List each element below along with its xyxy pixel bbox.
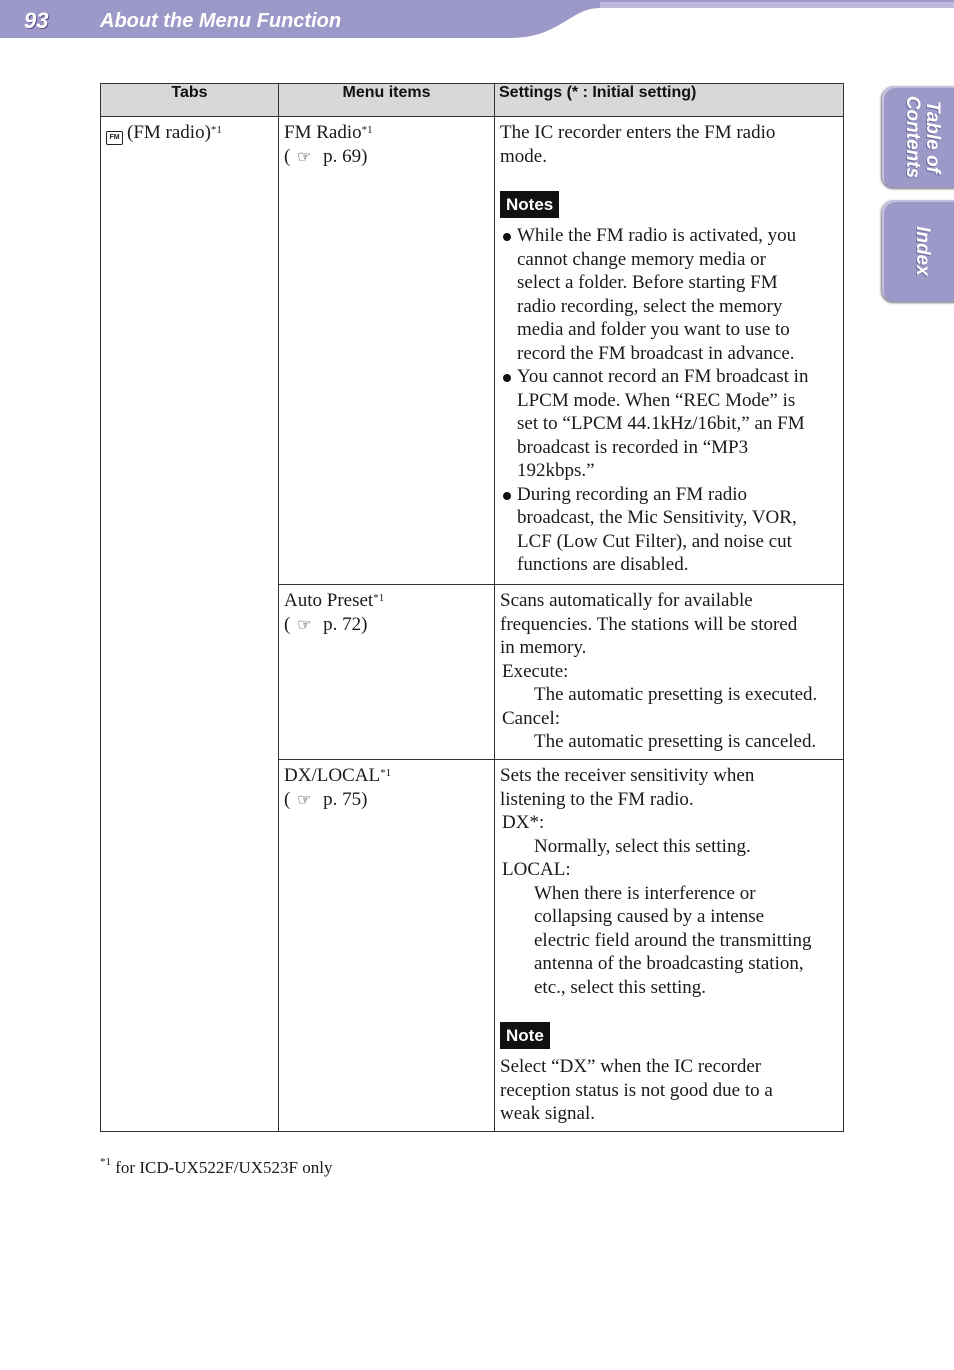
description-line: frequencies. The stations will be stored [500, 613, 798, 635]
column-header-settings: Settings (* : Initial setting) [495, 84, 844, 117]
column-header-menu-items: Menu items [279, 84, 495, 117]
footnote-ref: *1 [373, 592, 385, 604]
page-number: 93 [24, 8, 49, 33]
option-label-local: LOCAL: [502, 859, 571, 880]
option-label-execute: Execute: [502, 660, 569, 682]
description-line: mode. [500, 145, 547, 167]
footnote-ref: *1 [380, 767, 392, 779]
settings-auto-preset [495, 585, 844, 760]
option-description: The automatic presetting is canceled. [534, 731, 817, 752]
menu-item-fm-radio: FM Radio$^{*1}$ ( ☞ p. 69) [279, 117, 495, 585]
table-of-contents-tab-label: Table of Contents [902, 95, 943, 179]
pointing-hand-icon: ☞ [297, 616, 312, 634]
table-row [101, 117, 844, 585]
page-link-dx-local[interactable]: p. 75) [323, 788, 368, 810]
table-header-row [101, 84, 844, 117]
menu-item-dx-local: DX/LOCAL$^{*1}$ ( ☞ p. 75) [279, 760, 495, 1132]
note-item: You cannot record an FM broadcast in LPCM mode. When “REC Mode” is set to “LPCM 44.1kHz/16bit,” an FM broadcast is recorded in “MP3 192kbps.” [500, 365, 838, 483]
page-title: About the Menu Function [100, 10, 342, 32]
pointing-hand-icon: ☞ [297, 791, 312, 809]
option-description: When there is interference or [534, 882, 756, 904]
tab-label: (FM radio) [127, 122, 211, 143]
table-of-contents-tab[interactable] [882, 86, 954, 188]
option-label-dx: DX*: [502, 812, 545, 833]
index-tab-label: Index [912, 226, 933, 276]
notes-badge: Notes [500, 191, 559, 218]
description-line: in memory. [500, 637, 587, 658]
page-link-fm-radio[interactable]: p. 69) [323, 145, 368, 167]
description-line: The IC recorder enters the FM radio [500, 122, 776, 143]
menu-table [100, 83, 844, 1132]
column-header-tabs: Tabs [101, 84, 279, 117]
pointing-hand-icon: ☞ [297, 148, 312, 166]
option-description: The automatic presetting is executed. [534, 684, 818, 705]
footnote-text: for ICD-UX522F/UX523F only [111, 1158, 333, 1177]
option-description: Normally, select this setting. [534, 835, 751, 857]
tab-cell-fm-radio [101, 117, 279, 1132]
note-item: While the FM radio is activated, you cannot change memory media or select a folder. Before starting FM radio recording, select the memory media and folder you want to use to record the FM broadcast in advance. [500, 224, 838, 365]
option-description: collapsing caused by a intense [534, 906, 765, 927]
menu-item-label: DX/LOCAL [284, 765, 381, 786]
footnote-ref: *1 [210, 124, 222, 136]
settings-fm-radio [495, 117, 844, 585]
note-item: During recording an FM radio broadcast, the Mic Sensitivity, VOR, LCF (Low Cut Filter), and noise cut functions are disabled. [500, 483, 838, 577]
note-badge: Note [500, 1022, 550, 1049]
description-line: Sets the receiver sensitivity when [500, 765, 755, 786]
option-description: electric field around the transmitting [534, 929, 812, 951]
option-description: etc., select this setting. [534, 976, 707, 998]
description-line: listening to the FM radio. [500, 788, 694, 810]
page-link-auto-preset[interactable]: p. 72) [323, 613, 368, 635]
menu-item-label: Auto Preset [284, 590, 374, 611]
description-line: Scans automatically for available [500, 590, 753, 611]
note-line: weak signal. [500, 1103, 595, 1124]
fm-radio-icon: FM [106, 131, 123, 145]
option-description: antenna of the broadcasting station, [534, 953, 804, 974]
notes-list [500, 224, 838, 577]
note-line: reception status is not good due to a [500, 1079, 773, 1101]
footnote-ref: *1 [361, 124, 373, 136]
menu-item-label: FM Radio [284, 122, 362, 143]
footnote [100, 1158, 332, 1178]
page-header [0, 0, 954, 40]
settings-dx-local [495, 760, 844, 1132]
index-tab[interactable] [882, 200, 954, 302]
menu-item-auto-preset: Auto Preset$^{*1}$ ( ☞ p. 72) [279, 585, 495, 760]
footnote-mark: *1 [100, 1156, 111, 1168]
note-line: Select “DX” when the IC recorder [500, 1056, 762, 1077]
option-label-cancel: Cancel: [502, 707, 561, 729]
